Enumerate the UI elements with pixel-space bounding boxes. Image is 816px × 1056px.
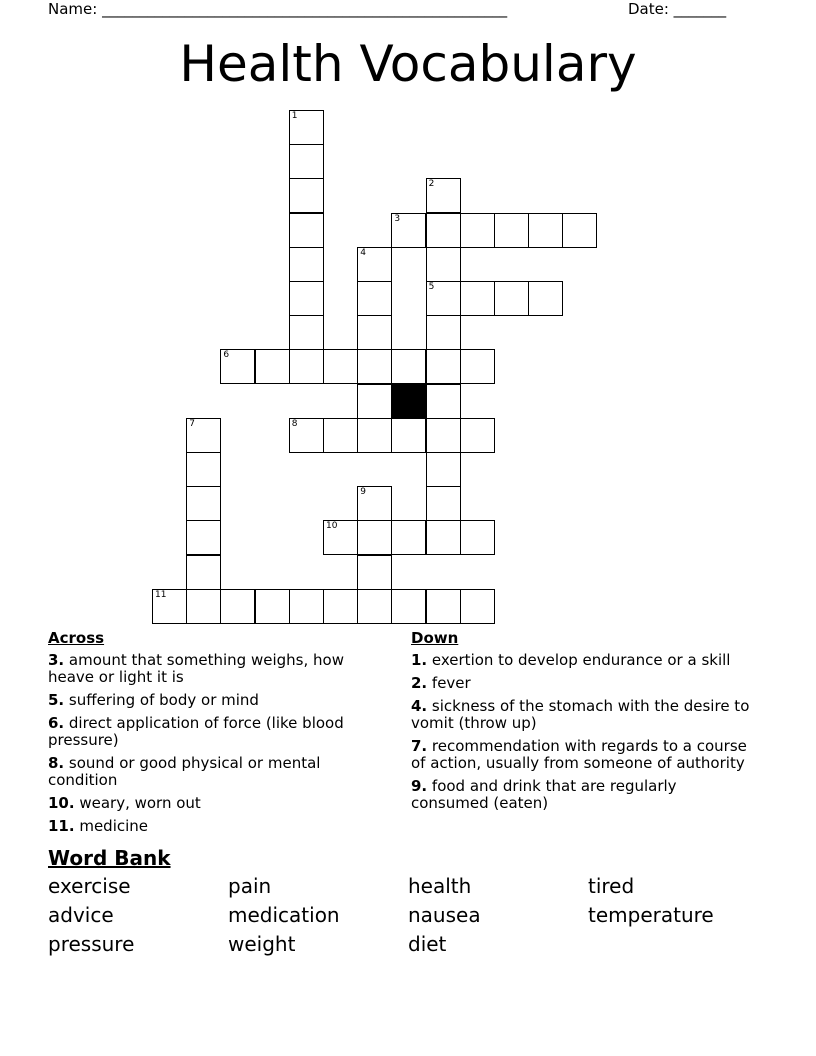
crossword-cell[interactable] — [391, 349, 426, 384]
clue-item-text: food and drink that are regularly consumed (eaten) — [411, 777, 677, 812]
crossword-cell[interactable] — [289, 349, 324, 384]
clue-number: 2 — [428, 179, 435, 190]
crossword-cell[interactable] — [289, 281, 324, 316]
crossword-cell[interactable] — [460, 589, 495, 624]
clue-item — [411, 698, 756, 732]
clue-item-text: sickness of the stomach with the desire to vomit (throw up) — [411, 697, 750, 732]
clue-item-number: 9. — [411, 777, 428, 795]
clue-item-text: medicine — [74, 817, 149, 835]
clue-item-number: 11. — [48, 817, 75, 835]
crossword-cell[interactable] — [357, 281, 392, 316]
crossword-cell[interactable] — [152, 589, 187, 624]
crossword-cell[interactable] — [426, 384, 461, 419]
crossword-cell[interactable] — [528, 281, 563, 316]
crossword-cell[interactable] — [357, 589, 392, 624]
crossword-cell[interactable] — [289, 315, 324, 350]
crossword-cell[interactable] — [460, 281, 495, 316]
clue-item-text: fever — [427, 674, 471, 692]
clue-item — [48, 692, 393, 709]
clue-number: 4 — [360, 247, 366, 258]
crossword-cell[interactable] — [357, 418, 392, 453]
word-bank-item: temperature — [588, 903, 714, 927]
name-field-label[interactable]: Name: ______________________________________________________ — [48, 0, 508, 18]
clue-item-number: 1. — [411, 651, 428, 669]
clue-item — [411, 738, 756, 772]
clue-item-number: 3. — [48, 651, 65, 669]
clue-item-text: suffering of body or mind — [64, 691, 259, 709]
clue-item — [411, 778, 756, 812]
date-field-label[interactable]: Date: _______ — [628, 0, 727, 18]
crossword-cell[interactable] — [323, 520, 358, 555]
clue-item-number: 7. — [411, 737, 428, 755]
clue-item-number: 10. — [48, 794, 75, 812]
crossword-cell[interactable] — [255, 349, 290, 384]
crossword-cell[interactable] — [426, 247, 461, 282]
word-bank-item: weight — [228, 932, 296, 956]
crossword-cell[interactable] — [391, 418, 426, 453]
word-bank-item: health — [408, 874, 472, 898]
crossword-cell[interactable] — [460, 213, 495, 248]
clue-item-text: amount that something weighs, how heave or light it is — [48, 651, 344, 686]
crossword-cell[interactable] — [357, 349, 392, 384]
crossword-cell[interactable] — [289, 418, 324, 453]
clue-item-number: 6. — [48, 714, 65, 732]
clue-item-number: 5. — [48, 691, 65, 709]
crossword-cell[interactable] — [289, 178, 324, 213]
clue-item-text: exertion to develop endurance or a skill — [427, 651, 731, 669]
crossword-cell[interactable] — [494, 281, 529, 316]
clue-item — [48, 755, 393, 789]
clue-number: 1 — [291, 111, 298, 121]
word-bank — [48, 872, 768, 959]
clue-number: 10 — [326, 521, 338, 532]
crossword-cell[interactable] — [289, 213, 324, 248]
crossword-cell[interactable] — [289, 144, 324, 179]
crossword-cell[interactable] — [289, 247, 324, 282]
crossword-cell[interactable] — [289, 589, 324, 624]
crossword-cell[interactable] — [186, 520, 221, 555]
crossword-cell[interactable] — [357, 315, 392, 350]
across-clues — [48, 630, 393, 841]
crossword-cell[interactable] — [426, 349, 461, 384]
crossword-cell[interactable] — [528, 213, 563, 248]
crossword-cell[interactable] — [426, 213, 461, 248]
clue-item-text: recommendation with regards to a course of action, usually from someone of authority — [411, 737, 747, 772]
clue-number: 8 — [291, 418, 298, 429]
word-bank-item: exercise — [48, 874, 131, 898]
crossword-cell[interactable] — [426, 520, 461, 555]
crossword-cell[interactable] — [186, 418, 221, 453]
crossword-cell[interactable] — [357, 384, 392, 419]
clue-item-text: direct application of force (like blood pressure) — [48, 714, 344, 749]
crossword-cell[interactable] — [426, 178, 461, 213]
word-bank-item: tired — [588, 874, 635, 898]
crossword-cell[interactable] — [426, 452, 461, 487]
word-bank-item: pain — [228, 874, 272, 898]
crossword-cell[interactable] — [186, 452, 221, 487]
clue-item — [48, 652, 393, 686]
clue-number: 5 — [428, 282, 435, 292]
word-bank-item: nausea — [408, 903, 481, 927]
crossword-black-cell — [391, 384, 426, 419]
crossword-cell[interactable] — [186, 486, 221, 521]
crossword-cell[interactable] — [426, 315, 461, 350]
crossword-cell[interactable] — [357, 486, 392, 521]
crossword-cell[interactable] — [391, 520, 426, 555]
clue-number: 11 — [155, 589, 167, 600]
crossword-cell[interactable] — [426, 589, 461, 624]
crossword-cell[interactable] — [357, 520, 392, 555]
word-bank-item: medication — [228, 903, 340, 927]
word-bank-title: Word Bank — [48, 846, 171, 870]
crossword-cell[interactable] — [494, 213, 529, 248]
across-heading: Across — [48, 629, 105, 647]
word-bank-item: diet — [408, 932, 447, 956]
crossword-cell[interactable] — [460, 349, 495, 384]
crossword-cell[interactable] — [289, 110, 324, 145]
clue-item-number: 4. — [411, 697, 428, 715]
page-title: Health Vocabulary — [179, 35, 637, 93]
clue-item-number: 2. — [411, 674, 428, 692]
clue-number: 3 — [394, 213, 401, 224]
crossword-cell[interactable] — [186, 555, 221, 590]
clue-item — [411, 675, 756, 692]
crossword-cell[interactable] — [220, 349, 255, 384]
crossword-cell[interactable] — [460, 418, 495, 453]
clue-item — [48, 795, 393, 812]
crossword-cell[interactable] — [323, 349, 358, 384]
header — [48, 0, 768, 20]
clue-number: 9 — [360, 487, 366, 498]
crossword-cell[interactable] — [391, 213, 426, 248]
clue-item-text: weary, worn out — [74, 794, 201, 812]
crossword-cell[interactable] — [357, 555, 392, 590]
clue-item — [48, 715, 393, 749]
crossword-cell[interactable] — [323, 418, 358, 453]
clue-item-number: 8. — [48, 754, 65, 772]
clue-number: 7 — [189, 418, 195, 429]
clue-item — [48, 818, 393, 835]
crossword-cell[interactable] — [186, 589, 221, 624]
clue-item-text: sound or good physical or mental condition — [48, 754, 321, 789]
crossword-cell[interactable] — [357, 247, 392, 282]
crossword-cell[interactable] — [323, 589, 358, 624]
down-heading: Down — [411, 629, 459, 647]
crossword-cell[interactable] — [426, 281, 461, 316]
crossword-cell[interactable] — [426, 486, 461, 521]
crossword-cell[interactable] — [562, 213, 597, 248]
clue-item — [411, 652, 756, 669]
clue-number: 6 — [223, 350, 230, 361]
crossword-cell[interactable] — [460, 520, 495, 555]
crossword-cell[interactable] — [391, 589, 426, 624]
crossword-cell[interactable] — [426, 418, 461, 453]
crossword-cell[interactable] — [255, 589, 290, 624]
word-bank-item: pressure — [48, 932, 135, 956]
down-clues — [411, 630, 756, 818]
crossword-cell[interactable] — [220, 589, 255, 624]
word-bank-item: advice — [48, 903, 114, 927]
